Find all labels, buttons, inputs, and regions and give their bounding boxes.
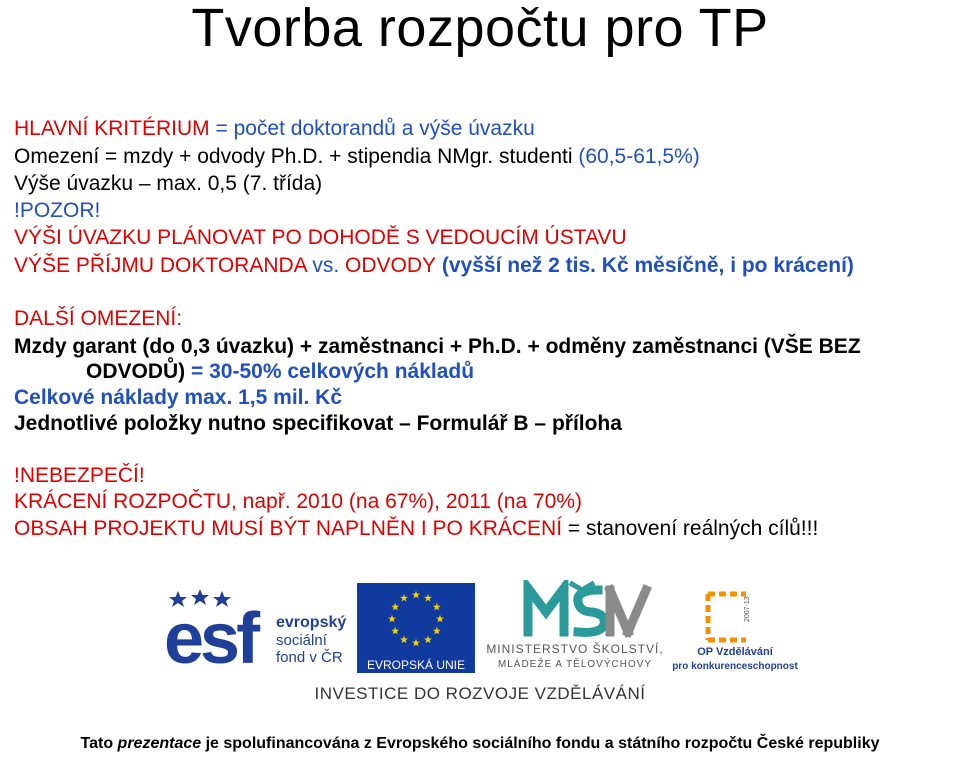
cost-percent: = 30-50% celkových nákladů [185,360,475,383]
text-line-2 [14,145,700,169]
text-line-11: Jednotlivé položky nutno specifikovat – Formulář B – příloha [14,412,622,435]
text-line-5: VÝŠI ÚVAZKU PLÁNOVAT PO DOHODĚ S VEDOUCÍM ÚSTAVU [14,226,627,249]
msmt-mark-icon [528,584,646,632]
slide-title: Tvorba rozpočtu pro TP [191,0,769,58]
content-warning: OBSAH PROJEKTU MUSÍ BÝT NAPLNĚN I PO KRÁCENÍ [14,517,563,540]
svg-text:2007-13: 2007-13 [744,596,751,622]
msmt-line-1: MINISTERSTVO ŠKOLSTVÍ, [486,642,664,656]
text-line-9 [86,360,474,384]
esf-line-3: fond v ČR [276,649,343,666]
footer-note [0,735,960,753]
text-line-7: DALŠÍ OMEZENÍ: [14,307,183,330]
op-mark-icon [708,594,746,640]
text-line-1 [14,117,535,141]
realistic-goals: = stanovení reálných cílů!!! [562,517,819,540]
esf-line-2: sociální [276,632,327,649]
limit-percent: (60,5-61,5%) [578,145,700,168]
footer-part-1: Tato [80,735,118,752]
op-logo [672,582,798,674]
text-line-12: !NEBEZPEČÍ! [14,464,145,487]
svg-text:esf: esf [164,599,257,671]
text-line-3: Výše úvazku – max. 0,5 (7. třída) [14,172,323,195]
msmt-line-2: MLÁDEŽE A TĚLOVÝCHOVY [497,659,653,670]
text-line-14 [14,517,818,541]
income-label: VÝŠE PŘÍJMU DOKTORANDA [14,254,307,277]
vs-label: vs. [306,254,346,277]
odvody-note: (vyšší než 2 tis. Kč měsíčně, i po krácení) [436,254,854,277]
odvodu-label: ODVODŮ) [86,360,186,383]
limit-text: Omezení = mzdy + odvody Ph.D. + stipendia NMgr. studenti [14,145,579,168]
esf-line-1: evropský [276,614,347,631]
footer-part-2: prezentace [117,735,202,752]
msmt-logo [480,580,670,672]
investice-slogan: INVESTICE DO ROZVOJE VZDĚLÁVÁNÍ [314,684,646,703]
eu-caption: EVROPSKÁ UNIE [366,658,466,672]
text-line-13: KRÁCENÍ ROZPOČTU, např. 2010 (na 67%), 2011 (na 70%) [14,490,583,513]
main-criterion-label: HLAVNÍ KRITÉRIUM [14,117,210,140]
eu-flag-logo [357,583,475,673]
main-criterion-text: = počet doktorandů a výše úvazku [209,117,535,140]
esf-logo [164,583,350,671]
text-line-8: Mzdy garant (do 0,3 úvazku) + zaměstnanci + Ph.D. + odměny zaměstnanci (VŠE BEZ [14,335,861,358]
text-line-10: Celkové náklady max. 1,5 mil. Kč [14,386,343,409]
op-line-1: OP Vzdělávání [697,646,773,658]
text-line-6 [14,254,854,278]
op-line-2: pro konkurenceschopnost [672,661,798,672]
footer-part-3: je spolufinancována z Evropského sociálního fondu a státního rozpočtu České republiky [201,735,880,752]
odvody-label: ODVODY [345,254,437,277]
text-line-4: !POZOR! [14,199,101,222]
